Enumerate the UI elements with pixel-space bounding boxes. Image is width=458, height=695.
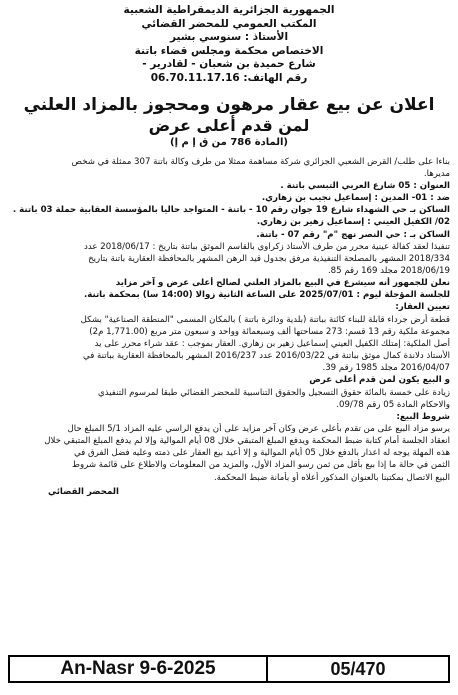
body-line: زيادة على خمسة بالمائة حقوق التسجيل والحقوق التناسبية للمحضر القضائي طبقا لمرسوم التنفيذي	[97, 387, 450, 398]
body-line: للجلسة المؤجلة ليوم : 2025/07/01 على الساعة الثانية زوالا (14:00 سا) بمحكمة باتنة.	[83, 290, 450, 301]
section-heading: تعيين العقار:	[395, 302, 450, 313]
body-line: مجموعة ملكية رقم 13 قسم: 273 مساحتها ألف وسبعمائة وواحد و سبعون متر مربع (1,771.00 م2)	[89, 326, 450, 337]
body-line: و البيع يكون لمن قدم أعلى عرض	[309, 375, 450, 386]
body-line: يرسو مزاد البيع على من تقدم بأعلى عرض وكان آخر مزايد على أن يدفع الراسي عليه المزاد 5/1 المبلغ حال	[67, 424, 450, 434]
notice-number: 05/470	[268, 655, 450, 683]
body-line: تنفيذا لعقد كفالة عينية محرر من طرف الأستاذ زكراوي بالقاسم الموثق بباتنة بتاريخ : 2018/06/17 عدد	[84, 241, 450, 252]
body-line: نعلن للجمهور أنه سيشرع في البيع بالمزاد العلني لصالح أعلى عرض و آخر مزايد	[115, 278, 450, 289]
header-line: الأستاذ : سنوسي بشير	[169, 31, 289, 44]
body-line: العنوان : 05 شارع العربي التبسي باتنة .	[280, 180, 450, 191]
body-line: هذه المهلة يوجه له اعذار بالدفع خلال 05 أيام الموالية و إلا أعيد بيع العقار على ذمته وعليه فضل الفرق في	[74, 448, 450, 459]
office-header	[6, 4, 452, 86]
publication-footer	[8, 655, 450, 683]
publication-date: An-Nasr 9-6-2025	[8, 655, 268, 683]
body-line: 2018/06/19 مجلد 169 رقم 85.	[327, 265, 450, 276]
signature: المحضر القضائي	[48, 486, 119, 497]
body-line: الساكن بـ : حي النصر نهج "م" رقم 07 - باتنة.	[256, 229, 450, 240]
body-line: أصل الملكية: إمتلك الكفيل العيني إسماعيل زهير بن زهاري. العقار بموجب : عقد شراء محرر على يد	[94, 338, 450, 349]
body-line: مديرها.	[423, 168, 450, 179]
body-line: انعقاد الجلسة أمام كتابة ضبط المحكمة ويدفع المبلغ المتبقي خلال 08 أيام الموالية وإلا لم يدفع المبلغ المتبقي خلال	[44, 436, 450, 447]
body-line: الساكن بـ حي الشهداء شارع 19 جوان رقم 10 - باتنة - المتواجد حاليا بالمؤسسة العقابية حملة 03 باتنة .	[12, 205, 450, 216]
body-line: قطعة أرض جرداء قابلة للبناء كائنة بباتنة (بلدية ودائرة باتنة ) بالمكان المسمى "المنطقة الصناعية" بشكل	[80, 314, 450, 325]
notice-title: اعلان عن بيع عقار مرهون ومحجوز بالمزاد العلني	[23, 94, 435, 115]
body-line: الثمن في حالة ما إذا بيع بأقل من ثمن رسو المزاد الأول، والمزيد من المعلومات والاطلاع على قائمة شروط	[72, 460, 450, 471]
header-line: الاختصاص محكمة ومجلس قضاء باتنة	[134, 44, 324, 57]
body-line: الأستاذ دلاندة كمال موثق بباتنة في 2016/03/22 عدد 2016/237 المشهر بالمحافظة العقارية بباتنة في	[83, 351, 450, 362]
header-line: الجمهورية الجزائرية الديمقراطية الشعبية	[123, 4, 335, 16]
header-line: رقم الهاتف: 06.70.11.17.16	[150, 71, 308, 84]
notice-body	[6, 156, 452, 498]
header-line: المكتب العمومي للمحضر القضائي	[141, 17, 317, 30]
body-line: 2016/04/07 مجلد 1985 رقم 39.	[322, 363, 450, 374]
legal-article: (المادة 786 من ق إ م إ)	[170, 136, 288, 148]
notice-subtitle: لمن قدم أعلى عرض	[148, 115, 310, 135]
body-line: بناءا على طلب/ القرض الشعبي الجزائري شركة مساهمة ممثلا من طرف وكالة باتنة 307 ممثلة في شخص	[71, 156, 450, 167]
body-line: 02/ الكفيل العيني : إسماعيل زهير بن زهاري.	[256, 217, 450, 228]
body-line: البيع الاتصال بمكتبنا بالعنوان المذكور أعلاه أو بأمانة ضبط المحكمة.	[213, 472, 450, 483]
body-line: 2018/334 المشهر بالمصلحة التنفيذية مرفق بجدول قيد الرهن المشهر بالمحافظة العقارية باتنة بتاريخ	[88, 253, 450, 264]
body-line: والاحكام المادة 05 رقم 09/78.	[336, 399, 450, 410]
section-heading: شروط البيع:	[396, 411, 450, 422]
header-line: شارع حميدة بن شعبان - لقادرير -	[142, 58, 316, 71]
body-line: ضد : 01- المدين : إسماعيل نجيب بن زهاري.	[261, 193, 450, 204]
